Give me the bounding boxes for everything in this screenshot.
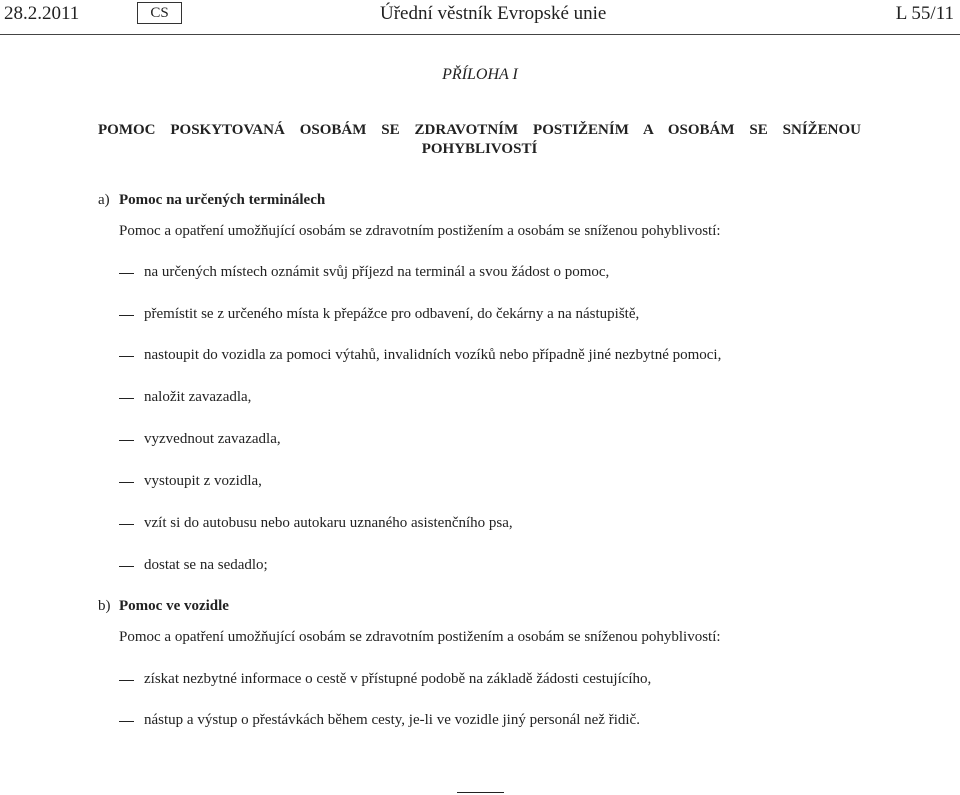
section-a-heading-row — [98, 192, 898, 209]
list-item-text: na určených místech oznámit svůj příjezd na terminál a svou žádost o pomoc, — [144, 264, 610, 280]
list-item-text: vystoupit z vozidla, — [144, 473, 262, 489]
section-marker: b) — [98, 598, 111, 614]
section-intro: Pomoc a opatření umožňující osobám se zdravotním postižením a osobám se sníženou pohyblivostí: — [119, 629, 721, 645]
list-item-text: dostat se na sedadlo; — [144, 557, 268, 573]
list-item — [119, 264, 879, 281]
list-item-text: vyzvednout zavazadla, — [144, 431, 281, 447]
dash-bullet — [119, 482, 134, 483]
list-item — [119, 671, 879, 688]
end-rule — [457, 792, 504, 793]
dash-bullet — [119, 721, 134, 722]
list-item-text: přemístit se z určeného místa k přepážce pro odbavení, do čekárny a na nástupiště, — [144, 306, 640, 322]
section-heading: Pomoc ve vozidle — [119, 598, 229, 614]
publication-date: 28.2.2011 — [4, 3, 80, 24]
list-item — [119, 347, 879, 364]
dash-bullet — [119, 273, 134, 274]
dash-bullet — [119, 440, 134, 441]
list-item-text: vzít si do autobusu nebo autokaru uznaného asistenčního psa, — [144, 515, 513, 531]
list-item — [119, 389, 879, 406]
page-header — [0, 0, 960, 35]
page-reference: L 55/11 — [895, 3, 954, 24]
list-item — [119, 712, 879, 729]
dash-bullet — [119, 315, 134, 316]
list-item — [119, 431, 879, 448]
section-intro: Pomoc a opatření umožňující osobám se zdravotním postižením a osobám se sníženou pohyblivostí: — [119, 223, 721, 239]
journal-title: Úřední věstník Evropské unie — [380, 3, 607, 24]
list-item — [119, 306, 879, 323]
annex-label: PŘÍLOHA I — [442, 66, 518, 83]
list-item — [119, 515, 879, 532]
list-item-text: naložit zavazadla, — [144, 389, 252, 405]
list-item — [119, 557, 879, 574]
dash-bullet — [119, 398, 134, 399]
document-title: POMOC POSKYTOVANÁ OSOBÁM SE ZDRAVOTNÍM POSTIŽENÍM A OSOBÁM SE SNÍŽENOU POHYBLIVOSTÍ — [98, 122, 861, 157]
list-item — [119, 473, 879, 490]
section-heading: Pomoc na určených terminálech — [119, 192, 326, 208]
section-marker: a) — [98, 192, 110, 208]
list-item-text: nastoupit do vozidla za pomoci výtahů, invalidních vozíků nebo případně jiné nezbytné pomoci, — [144, 347, 722, 363]
dash-bullet — [119, 524, 134, 525]
language-badge: CS — [137, 2, 182, 24]
dash-bullet — [119, 680, 134, 681]
section-b-heading-row — [98, 598, 898, 615]
dash-bullet — [119, 566, 134, 567]
dash-bullet — [119, 356, 134, 357]
list-item-text: nástup a výstup o přestávkách během cesty, je-li ve vozidle jiný personál než řidič. — [144, 712, 640, 728]
list-item-text: získat nezbytné informace o cestě v přístupné podobě na základě žádosti cestujícího, — [144, 671, 652, 687]
